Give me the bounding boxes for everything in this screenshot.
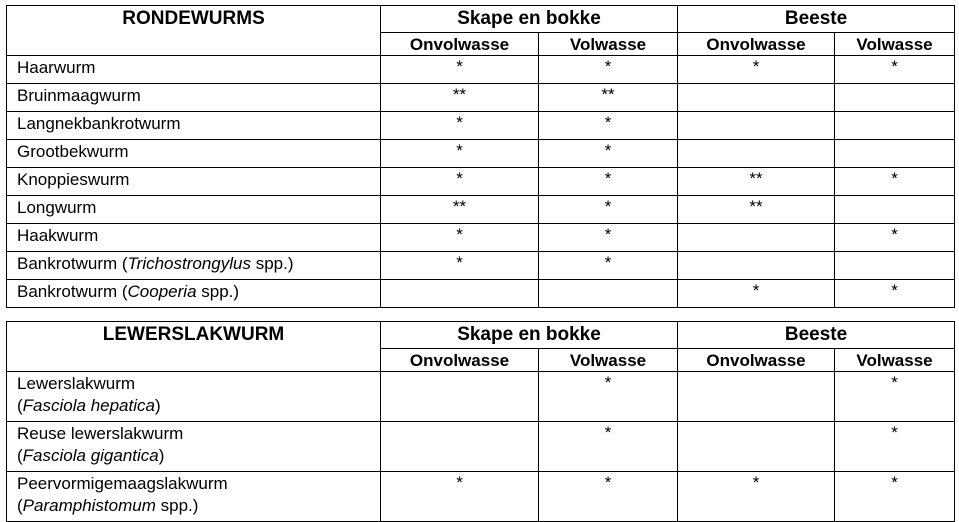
worm-name: Knoppieswurm <box>7 168 381 196</box>
group-header-cattle: Beeste <box>678 322 955 349</box>
prevalence-mark: * <box>539 422 678 472</box>
prevalence-mark: * <box>381 168 539 196</box>
worm-name <box>7 372 381 422</box>
prevalence-mark <box>835 140 955 168</box>
worm-name <box>7 280 381 308</box>
prevalence-mark <box>678 422 835 472</box>
prevalence-mark: ** <box>678 196 835 224</box>
sub-header-mature: Volwasse <box>539 349 678 372</box>
table-row <box>7 472 955 522</box>
prevalence-mark: * <box>539 372 678 422</box>
prevalence-mark <box>678 372 835 422</box>
prevalence-mark <box>835 112 955 140</box>
worm-name: Langnekbankrotwurm <box>7 112 381 140</box>
worm-name-suffix: spp.) <box>196 282 240 301</box>
worm-name: Bruinmaagwurm <box>7 84 381 112</box>
prevalence-mark <box>381 280 539 308</box>
prevalence-mark: * <box>539 252 678 280</box>
scientific-name-line <box>17 495 380 517</box>
table-row <box>7 280 955 308</box>
worm-name-suffix: spp.) <box>250 254 294 273</box>
table-title: RONDEWURMS <box>7 6 381 56</box>
prevalence-mark: * <box>835 168 955 196</box>
scientific-name: Fasciola hepatica <box>22 396 155 415</box>
prevalence-mark <box>678 140 835 168</box>
prevalence-mark: * <box>835 372 955 422</box>
paren-open: ( <box>17 496 23 515</box>
table-row <box>7 224 955 252</box>
prevalence-mark <box>381 422 539 472</box>
sub-header-mature: Volwasse <box>835 33 955 56</box>
prevalence-mark: * <box>381 140 539 168</box>
scientific-name: Paramphistomum <box>22 496 156 515</box>
paren-open: ( <box>17 446 23 465</box>
prevalence-mark: * <box>381 252 539 280</box>
group-header-sheep-goats: Skape en bokke <box>381 6 678 33</box>
prevalence-mark: ** <box>381 84 539 112</box>
liver-fluke-table <box>6 321 955 522</box>
group-header-sheep-goats: Skape en bokke <box>381 322 678 349</box>
worm-name-prefix: Bankrotwurm ( <box>17 282 128 301</box>
prevalence-mark: * <box>835 280 955 308</box>
prevalence-mark <box>678 84 835 112</box>
scientific-name-line <box>17 395 380 417</box>
table-row <box>7 196 955 224</box>
scientific-name-line <box>17 445 380 467</box>
prevalence-mark: * <box>678 280 835 308</box>
sub-header-immature: Onvolwasse <box>381 33 539 56</box>
worm-name <box>7 422 381 472</box>
table-row <box>7 112 955 140</box>
worm-name <box>7 252 381 280</box>
prevalence-mark: ** <box>381 196 539 224</box>
prevalence-mark: * <box>381 112 539 140</box>
prevalence-mark: ** <box>539 84 678 112</box>
sub-header-immature: Onvolwasse <box>381 349 539 372</box>
group-header-cattle: Beeste <box>678 6 955 33</box>
sub-header-mature: Volwasse <box>835 349 955 372</box>
prevalence-mark <box>678 112 835 140</box>
worm-name: Haarwurm <box>7 56 381 84</box>
common-name: Lewerslakwurm <box>17 374 136 393</box>
roundworms-table <box>6 5 955 308</box>
prevalence-mark <box>381 372 539 422</box>
sub-header-mature: Volwasse <box>539 33 678 56</box>
prevalence-mark <box>835 84 955 112</box>
prevalence-mark: * <box>835 56 955 84</box>
prevalence-mark: * <box>381 224 539 252</box>
prevalence-mark: * <box>678 56 835 84</box>
prevalence-mark: * <box>381 472 539 522</box>
sub-header-immature: Onvolwasse <box>678 349 835 372</box>
prevalence-mark <box>678 224 835 252</box>
table-row <box>7 252 955 280</box>
prevalence-mark: * <box>381 56 539 84</box>
prevalence-mark: * <box>678 472 835 522</box>
worm-name: Haakwurm <box>7 224 381 252</box>
prevalence-mark: * <box>539 140 678 168</box>
table-row <box>7 168 955 196</box>
table-row <box>7 372 955 422</box>
prevalence-mark: * <box>835 224 955 252</box>
prevalence-mark: * <box>835 472 955 522</box>
common-name: Peervormigemaagslakwurm <box>17 474 228 493</box>
prevalence-mark: * <box>539 56 678 84</box>
prevalence-mark: * <box>539 112 678 140</box>
prevalence-mark <box>678 252 835 280</box>
prevalence-mark <box>539 280 678 308</box>
prevalence-mark: * <box>539 168 678 196</box>
prevalence-mark <box>835 252 955 280</box>
worm-name: Longwurm <box>7 196 381 224</box>
paren-close: spp.) <box>155 496 199 515</box>
paren-close: ) <box>158 446 165 465</box>
worm-name <box>7 472 381 522</box>
prevalence-mark <box>835 196 955 224</box>
table-row <box>7 56 955 84</box>
table-row <box>7 422 955 472</box>
scientific-name: Fasciola gigantica <box>22 446 159 465</box>
sub-header-immature: Onvolwasse <box>678 33 835 56</box>
table-row <box>7 140 955 168</box>
scientific-name: Cooperia <box>127 282 197 301</box>
prevalence-mark: * <box>539 472 678 522</box>
worm-name-prefix: Bankrotwurm ( <box>17 254 128 273</box>
common-name: Reuse lewerslakwurm <box>17 424 184 443</box>
table-row <box>7 84 955 112</box>
table-title: LEWERSLAKWURM <box>7 322 381 372</box>
worm-name: Grootbekwurm <box>7 140 381 168</box>
prevalence-mark: ** <box>678 168 835 196</box>
paren-close: ) <box>154 396 161 415</box>
prevalence-mark: * <box>539 224 678 252</box>
prevalence-mark: * <box>539 196 678 224</box>
scientific-name: Trichostrongylus <box>127 254 251 273</box>
paren-open: ( <box>17 396 23 415</box>
prevalence-mark: * <box>835 422 955 472</box>
